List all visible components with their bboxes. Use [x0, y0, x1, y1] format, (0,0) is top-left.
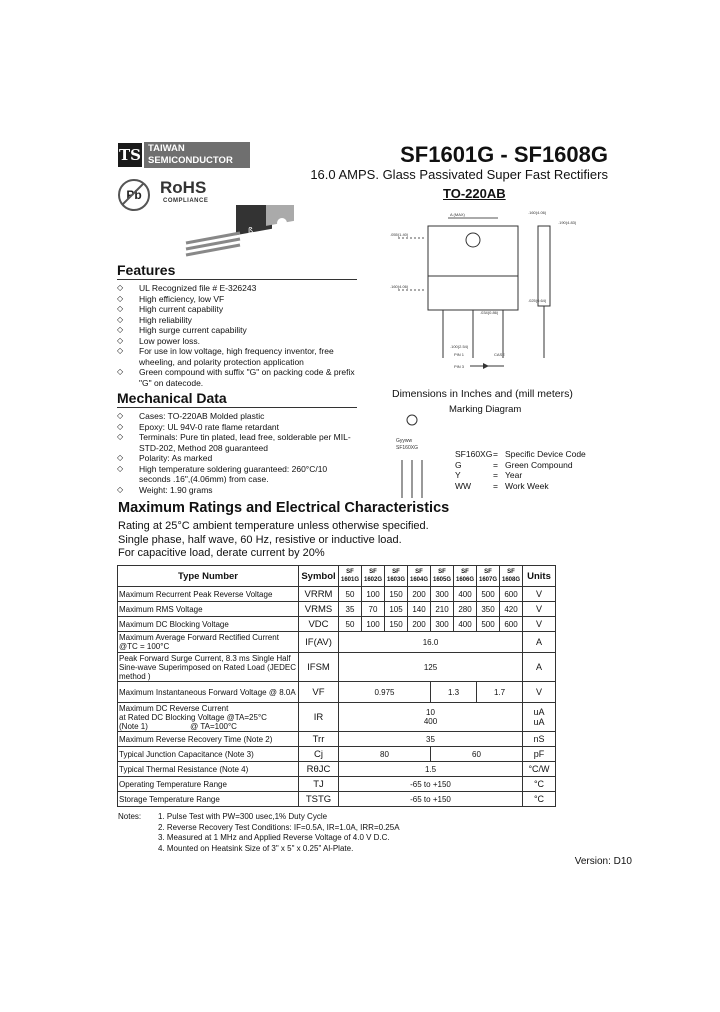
part-number: SF 1603G: [385, 566, 408, 587]
header-symbol: Symbol: [299, 566, 339, 587]
svg-text:PIN 3: PIN 3: [454, 364, 465, 369]
bullet-icon: ◇: [117, 432, 124, 441]
version-label: Version: D10: [574, 856, 632, 867]
bullet-icon: ◇: [117, 453, 124, 462]
feature-text: For use in low voltage, high frequency inventor, free wheeling, and polarity protection application: [139, 346, 334, 367]
value-cell: 210: [431, 602, 454, 617]
list-item: [117, 315, 357, 326]
notes: [118, 812, 400, 854]
marking-legend: [455, 449, 586, 491]
param-cell: [118, 703, 299, 732]
value-cell: 50: [339, 587, 362, 602]
table-row: [118, 617, 556, 632]
dimensions-caption: Dimensions in Inches and (mill meters): [392, 388, 573, 400]
value-cell: 500: [477, 587, 500, 602]
company-name-line1: TAIWAN: [148, 143, 185, 154]
list-item: [117, 336, 357, 347]
marking-diagram-icon: [392, 412, 432, 502]
unit-cell: V: [523, 587, 556, 602]
value-cell: 16.0: [339, 632, 523, 653]
table-header-row: [118, 566, 556, 587]
bullet-icon: ◇: [117, 314, 124, 324]
mechanical-heading: Mechanical Data: [117, 390, 227, 406]
part-number: SF 1607G: [477, 566, 500, 587]
note-item: 2. Reverse Recovery Test Conditions: IF=0.5A, IR=1.0A, IRR=0.25A: [158, 822, 400, 832]
list-item: [117, 346, 357, 367]
mechanical-section: [117, 390, 357, 495]
symbol-cell: Trr: [299, 732, 339, 747]
value-cell: 0.975: [339, 682, 431, 703]
marking-desc: Year: [505, 470, 523, 480]
unit-cell: nS: [523, 732, 556, 747]
header-type-number: Type Number: [118, 566, 299, 587]
table-row: [118, 632, 556, 653]
param-line: at Rated DC Blocking Voltage @TA=25°C: [119, 712, 267, 722]
rohs-label: RoHS: [160, 178, 207, 197]
value-cell: 400: [454, 617, 477, 632]
pb-strike-icon: [116, 177, 150, 211]
value-line: 10: [426, 708, 435, 717]
svg-text:CASE: CASE: [494, 352, 505, 357]
value-cell: 140: [408, 602, 431, 617]
value-cell: 150: [385, 617, 408, 632]
unit-line: uA: [533, 707, 545, 717]
table-row: [118, 762, 556, 777]
component-photo: [180, 205, 310, 265]
param-cell: Maximum Reverse Recovery Time (Note 2): [118, 732, 299, 747]
marking-desc: Work Week: [505, 480, 549, 491]
value-cell: 50: [339, 617, 362, 632]
table-row: [118, 682, 556, 703]
list-item: [117, 485, 357, 496]
svg-text:.160(4.06): .160(4.06): [528, 210, 547, 215]
table-row: [118, 653, 556, 682]
param-cell: Peak Forward Surge Current, 8.3 ms Single Half Sine-wave Superimposed on Rated Load (JEDEC method ): [118, 653, 299, 682]
list-item: [117, 367, 357, 388]
bullet-icon: ◇: [117, 421, 124, 431]
symbol-cell: VRMS: [299, 602, 339, 617]
value-cell: -65 to +150: [339, 777, 523, 792]
part-number: SF 1605G: [431, 566, 454, 587]
bullet-icon: ◇: [117, 367, 124, 376]
ratings-table: [117, 565, 556, 807]
unit-cell: °C: [523, 792, 556, 807]
page-title: SF1601G - SF1608G: [400, 142, 608, 167]
value-cell: 300: [431, 617, 454, 632]
marking-sep: =: [493, 459, 498, 470]
condition-line: Single phase, half wave, 60 Hz, resistive or inductive load.: [118, 533, 402, 546]
mechanical-text: Terminals: Pure tin plated, lead free, solderable per MIL-STD-202, Method 208 guaranteed: [139, 432, 351, 453]
value-cell: 35: [339, 602, 362, 617]
mechanical-list: [117, 411, 357, 495]
features-heading: Features: [117, 262, 176, 278]
part-number: SF 1608G: [500, 566, 523, 587]
symbol-cell: TJ: [299, 777, 339, 792]
condition-line: Rating at 25°C ambient temperature unless otherwise specified.: [118, 520, 429, 532]
part-number: SF 1601G: [339, 566, 362, 587]
mechanical-text: Polarity: As marked: [139, 453, 213, 463]
param-cell: Storage Temperature Range: [118, 792, 299, 807]
value-cell: 105: [385, 602, 408, 617]
marking-code: WW: [455, 480, 472, 491]
svg-text:.025(0.64): .025(0.64): [528, 298, 547, 303]
value-line: 400: [423, 717, 438, 726]
page-subtitle: 16.0 AMPS. Glass Passivated Super Fast Rectifiers: [310, 167, 608, 182]
rohs-sublabel: COMPLIANCE: [163, 198, 209, 204]
list-item: [117, 304, 357, 315]
list-item: [117, 294, 357, 305]
unit-cell: V: [523, 602, 556, 617]
note-item: 4. Mounted on Heatsink Size of 3" x 5" x 0.25" Al-Plate.: [158, 843, 354, 853]
mechanical-text: Cases: TO-220AB Molded plastic: [139, 411, 265, 421]
svg-text:.100(2.54): .100(2.54): [450, 344, 469, 349]
param-cell: Maximum Instantaneous Forward Voltage @ 8.0A: [118, 682, 299, 703]
value-cell: 60: [431, 747, 523, 762]
svg-text:ß: ß: [248, 226, 254, 235]
ratings-heading: Maximum Ratings and Electrical Characteristics: [118, 500, 450, 516]
unit-cell: A: [523, 632, 556, 653]
value-cell: 200: [408, 587, 431, 602]
unit-cell: V: [523, 682, 556, 703]
package-name: TO-220AB: [443, 186, 506, 201]
symbol-cell: Cj: [299, 747, 339, 762]
list-item: [117, 464, 357, 485]
marking-desc: Specific Device Code: [505, 449, 586, 459]
table-row: [118, 777, 556, 792]
mechanical-heading-wrap: [117, 390, 357, 408]
value-cell: 1.7: [477, 682, 523, 703]
svg-text:SF160XG: SF160XG: [396, 445, 418, 451]
list-item: [117, 411, 357, 422]
unit-cell: A: [523, 653, 556, 682]
value-cell: 600: [500, 617, 523, 632]
value-cell: 280: [454, 602, 477, 617]
part-number: SF 1606G: [454, 566, 477, 587]
svg-text:.034(0.86): .034(0.86): [480, 310, 499, 315]
feature-text: Green compound with suffix "G" on packing code & prefix "G" on datecode.: [139, 367, 355, 388]
marking-code: Y: [455, 470, 461, 480]
list-item: [117, 283, 357, 294]
marking-sep: =: [493, 480, 498, 491]
value-cell: 420: [500, 602, 523, 617]
marking-sep: =: [493, 470, 498, 480]
bullet-icon: ◇: [117, 484, 124, 494]
value-cell: 70: [362, 602, 385, 617]
symbol-cell: VF: [299, 682, 339, 703]
table-row: [118, 703, 556, 732]
features-heading-wrap: [117, 262, 357, 280]
value-cell: -65 to +150: [339, 792, 523, 807]
value-cell: 600: [500, 587, 523, 602]
marking-row: [455, 470, 586, 481]
feature-text: UL Recognized file # E-326243: [139, 283, 257, 293]
param-cell: Maximum Average Forward Rectified Current @TC = 100°C: [118, 632, 299, 653]
table-row: [118, 747, 556, 762]
value-cell: 125: [339, 653, 523, 682]
symbol-cell: TSTG: [299, 792, 339, 807]
marking-row: [455, 460, 586, 471]
notes-list: [118, 812, 400, 854]
value-cell: 350: [477, 602, 500, 617]
bullet-icon: ◇: [117, 283, 124, 292]
marking-code: G: [455, 459, 462, 470]
note-item: 3. Measured at 1 MHz and Applied Reverse Voltage of 4.0 V D.C.: [158, 833, 390, 842]
symbol-cell: IF(AV): [299, 632, 339, 653]
value-cell: [339, 703, 523, 732]
svg-text:PIN 1: PIN 1: [454, 352, 465, 357]
bullet-icon: ◇: [117, 335, 124, 345]
feature-text: High surge current capability: [139, 325, 247, 335]
value-cell: 400: [454, 587, 477, 602]
symbol-cell: VRRM: [299, 587, 339, 602]
svg-text:.160(4.06): .160(4.06): [390, 284, 409, 289]
unit-cell: [523, 703, 556, 732]
value-cell: 1.3: [431, 682, 477, 703]
mechanical-text: Weight: 1.90 grams: [139, 484, 213, 495]
table-row: [118, 602, 556, 617]
marking-desc: Green Compound: [505, 459, 573, 470]
unit-cell: °C: [523, 777, 556, 792]
unit-cell: °C/W: [523, 762, 556, 777]
pb-free-badge: Pb: [118, 179, 150, 211]
svg-text:A (MAX): A (MAX): [450, 212, 465, 217]
symbol-cell: IR: [299, 703, 339, 732]
value-cell: 150: [385, 587, 408, 602]
notes-label: Notes:: [118, 812, 142, 821]
features-section: [117, 262, 357, 388]
table-row: [118, 732, 556, 747]
part-number: SF 1604G: [408, 566, 431, 587]
list-item: [117, 422, 357, 433]
svg-text:.055(1.40): .055(1.40): [390, 232, 409, 237]
marking-row: [455, 449, 586, 460]
symbol-cell: VDC: [299, 617, 339, 632]
condition-line: For capacitive load, derate current by 20%: [118, 547, 325, 559]
unit-line: uA: [533, 717, 545, 727]
value-cell: 500: [477, 617, 500, 632]
param-cell: Maximum Recurrent Peak Reverse Voltage: [118, 587, 299, 602]
bullet-icon: ◇: [117, 463, 124, 473]
company-name: [144, 142, 250, 168]
unit-cell: pF: [523, 747, 556, 762]
package-dimension-drawing: [388, 198, 588, 386]
note-item: 1. Pulse Test with PW=300 usec,1% Duty Cycle: [158, 812, 328, 821]
marking-sep: =: [493, 449, 498, 459]
value-cell: 1.5: [339, 762, 523, 777]
list-item: [117, 432, 357, 453]
value-cell: 300: [431, 587, 454, 602]
header-units: Units: [523, 566, 556, 587]
unit-cell: V: [523, 617, 556, 632]
feature-text: High efficiency, low VF: [139, 293, 225, 304]
symbol-cell: IFSM: [299, 653, 339, 682]
rating-conditions: [118, 520, 429, 561]
mechanical-text: High temperature soldering guaranteed: 260°C/10 seconds .16",(4.06mm) from case.: [139, 463, 328, 484]
value-cell: 35: [339, 732, 523, 747]
value-cell: 200: [408, 617, 431, 632]
symbol-cell: RθJC: [299, 762, 339, 777]
param-line: (Note 1) @ TA=100°C: [119, 721, 237, 731]
mechanical-text: Epoxy: UL 94V-0 rate flame retardant: [139, 421, 280, 432]
feature-text: High current capability: [139, 304, 224, 314]
param-line: Maximum DC Reverse Current: [119, 703, 229, 713]
company-logo: TS: [118, 143, 142, 167]
company-name-line2: SEMICONDUCTOR: [148, 155, 233, 166]
marking-row: [455, 481, 586, 492]
table-row: [118, 587, 556, 602]
marking-code: SF160XG: [455, 449, 493, 459]
bullet-icon: ◇: [117, 411, 124, 420]
param-cell: Operating Temperature Range: [118, 777, 299, 792]
param-cell: Typical Junction Capacitance (Note 3): [118, 747, 299, 762]
part-number: SF 1602G: [362, 566, 385, 587]
bullet-icon: ◇: [117, 325, 124, 334]
param-cell: Maximum RMS Voltage: [118, 602, 299, 617]
value-cell: 80: [339, 747, 431, 762]
bullet-icon: ◇: [117, 346, 124, 355]
list-item: [117, 325, 357, 336]
svg-text:.190(4.83): .190(4.83): [558, 220, 577, 225]
bullet-icon: ◇: [117, 293, 124, 303]
value-cell: 100: [362, 587, 385, 602]
feature-text: Low power loss.: [139, 335, 200, 346]
feature-text: High reliability: [139, 314, 192, 325]
table-row: [118, 792, 556, 807]
features-list: [117, 283, 357, 388]
bullet-icon: ◇: [117, 304, 124, 313]
value-cell: 100: [362, 617, 385, 632]
list-item: [117, 453, 357, 464]
svg-text:Gyyww: Gyyww: [396, 438, 413, 444]
param-cell: Typical Thermal Resistance (Note 4): [118, 762, 299, 777]
marking-title: Marking Diagram: [449, 404, 522, 415]
param-cell: Maximum DC Blocking Voltage: [118, 617, 299, 632]
